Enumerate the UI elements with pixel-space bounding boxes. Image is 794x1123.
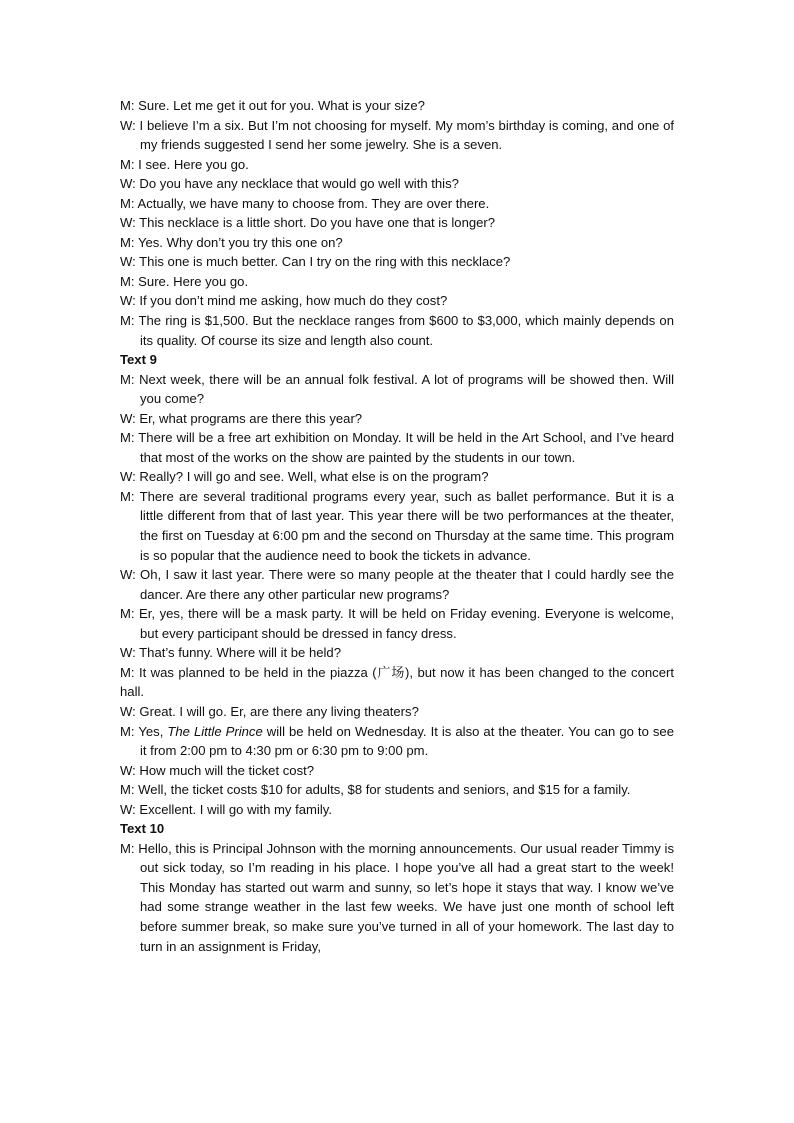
dialogue-line: M: Well, the ticket costs $10 for adults, $8 for students and seniors, and $15 for a family. <box>120 782 631 798</box>
dialogue-line: M: There will be a free art exhibition on Monday. It will be held in the Art School, and I’ve heard that most of the works on the show are painted by the students in our town. <box>120 430 674 465</box>
dialogue-line: W: How much will the ticket cost? <box>120 762 315 778</box>
dialogue-line: M: Sure. Let me get it out for you. What is your size? <box>120 98 425 113</box>
text-9-heading: Text 9 <box>120 352 157 368</box>
dialogue-line: W: If you don’t mind me asking, how much do they cost? <box>120 293 448 309</box>
dialogue-line: M: It was planned to be held in the piazza (广场), but now it has been changed to the concert hall. <box>120 664 674 700</box>
dialogue-line: M: There are several traditional programs every year, such as ballet performance. But it is a little different from that of last year. This year there will be two performances at the theater, the first on Tuesday at 6:00 pm and the second on Thursday at the same time. This program is so popular that the audience need to book the tickets in advance. <box>120 488 674 563</box>
dialogue-line: W: Really? I will go and see. Well, what else is on the program? <box>120 469 489 485</box>
dialogue-line: M: Sure. Here you go. <box>120 273 249 289</box>
dialogue-line: W: Great. I will go. Er, are there any living theaters? <box>120 703 419 719</box>
dialogue-line: W: Do you have any necklace that would go well with this? <box>120 176 459 192</box>
prince-before: M: Yes, <box>120 723 168 739</box>
dialogue-line: W: Oh, I saw it last year. There were so many people at the theater that I could hardly see the dancer. Are there any other particular new programs? <box>120 567 674 602</box>
dialogue-line: W: This necklace is a little short. Do you have one that is longer? <box>120 215 496 231</box>
dialogue-line: W: Excellent. I will go with my family. <box>120 801 332 817</box>
dialogue-line: M: Yes. Why don’t you try this one on? <box>120 234 343 250</box>
text-10-heading: Text 10 <box>120 821 165 837</box>
document-page <box>120 96 674 956</box>
announcement-paragraph: M: Hello, this is Principal Johnson with the morning announcements. Our usual reader Timmy is out sick today, so I’m reading in his place. I hope you’ve all had a great start to the week! This Monday has started out warm and sunny, so let’s hope it stays that way. I know we’ve had some strange weather in the last few weeks. We have just one month of school left before summer break, so make sure you’ve turned in all of your homework. The last day to turn in an assignment is Friday, <box>120 840 674 954</box>
dialogue-line: M: Er, yes, there will be a mask party. It will be held on Friday evening. Everyone is welcome, but every participant should be dressed in fancy dress. <box>120 606 674 641</box>
dialogue-line-little-prince <box>120 722 674 761</box>
dialogue-line: W: This one is much better. Can I try on the ring with this necklace? <box>120 254 511 270</box>
dialogue-line: W: Er, what programs are there this year? <box>120 410 363 426</box>
dialogue-line: M: The ring is $1,500. But the necklace ranges from $600 to $3,000, which mainly depends on its quality. Of course its size and length also count. <box>120 313 674 348</box>
dialogue-line: M: Next week, there will be an annual folk festival. A lot of programs will be showed then. Will you come? <box>120 371 674 407</box>
dialogue-line: M: Actually, we have many to choose from. They are over there. <box>120 195 490 211</box>
book-title: The Little Prince <box>167 723 263 739</box>
dialogue-line: W: I believe I’m a six. But I’m not choosing for myself. My mom’s birthday is coming, and one of my friends suggested I send her some jewelry. She is a seven. <box>120 117 674 153</box>
dialogue-line: M: I see. Here you go. <box>120 156 249 172</box>
prince-after: will be held on Wednesday. It is also at the theater. You can go to see it from 2:00 pm to 4:30 pm or 6:30 pm to 9:00 pm. <box>140 723 674 759</box>
dialogue-line: W: That’s funny. Where will it be held? <box>120 645 342 661</box>
